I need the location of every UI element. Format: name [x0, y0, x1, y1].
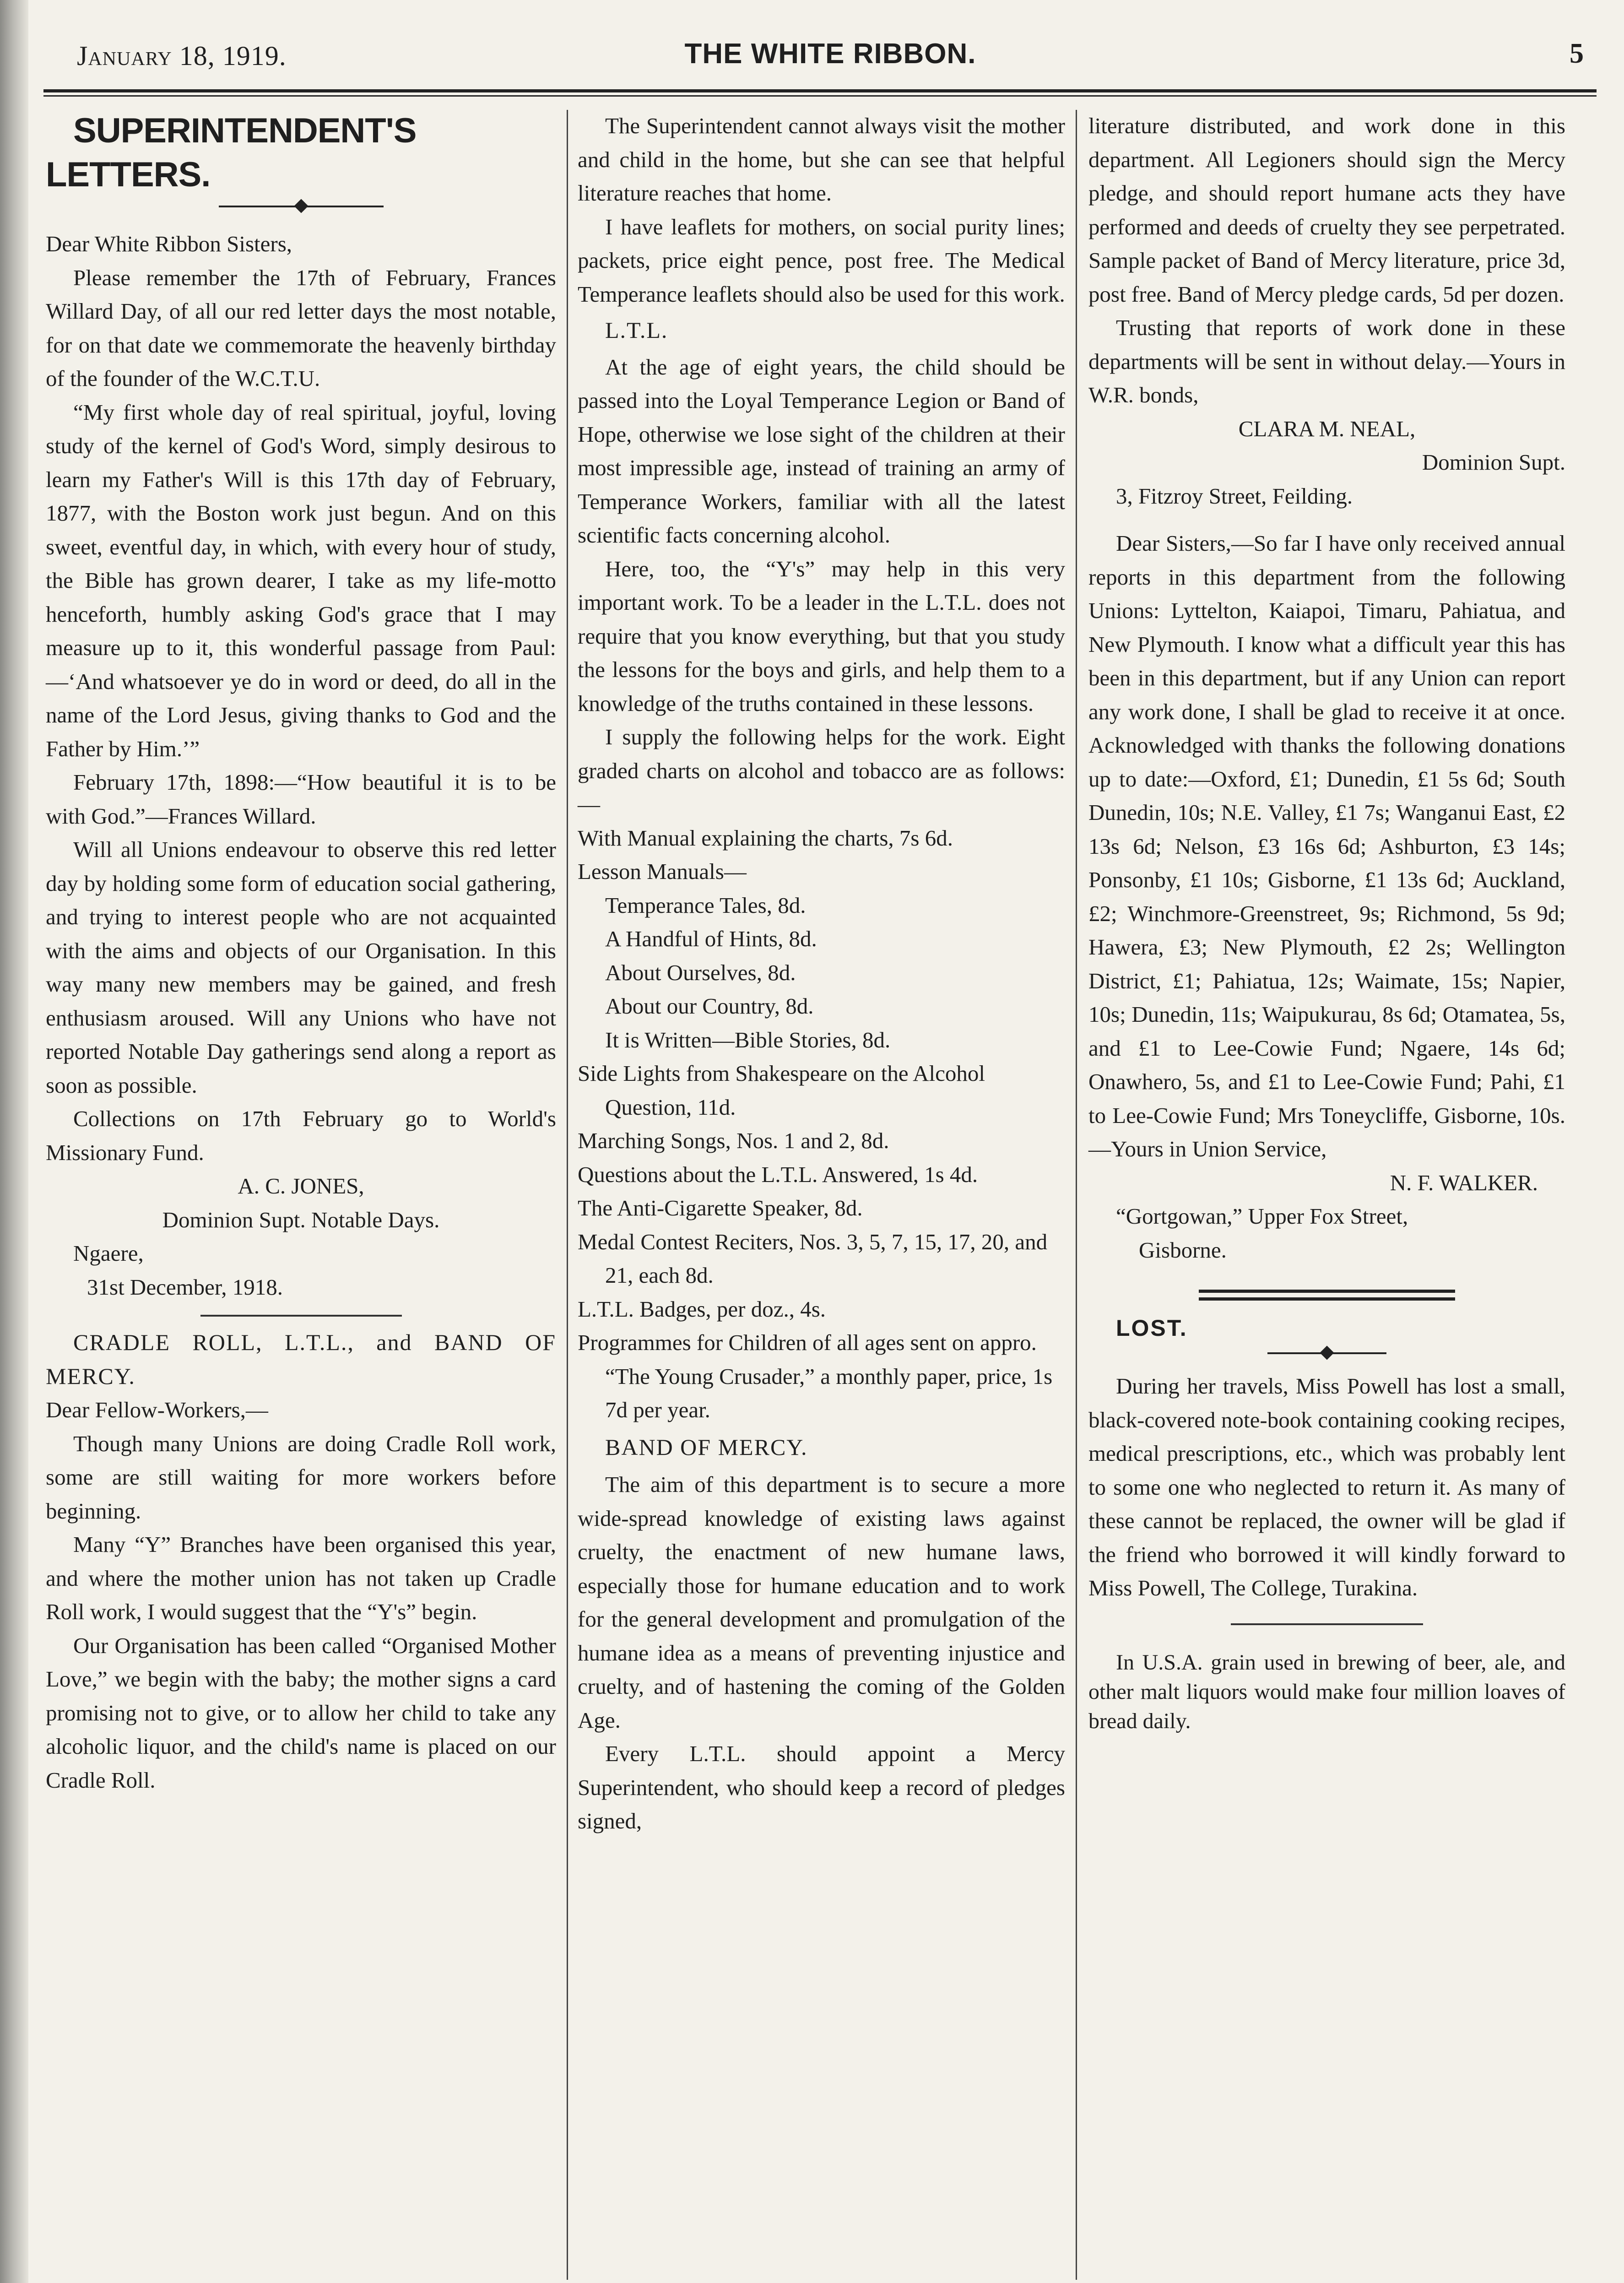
- salutation: Dear White Ribbon Sisters,: [46, 231, 292, 256]
- section-rule: [1231, 1623, 1423, 1625]
- salutation: Dear Fellow-Workers,—: [46, 1397, 268, 1422]
- newspaper-title: THE WHITE RIBBON.: [684, 38, 976, 70]
- ltl-heading: L.T.L.: [605, 317, 668, 343]
- heading-ornament: [219, 200, 384, 213]
- lost-heading: LOST.: [1116, 1315, 1188, 1341]
- page-number: 5: [1570, 38, 1584, 69]
- issue-date: January 18, 1919.: [77, 41, 287, 71]
- list-item: Medal Contest Reciters, Nos. 3, 5, 7, 15, 17, 20, and 21, each 8d.: [578, 1229, 1048, 1288]
- willard-quote: “My first whole day of real spiritual, joyful, loving study of the kernel of God's Word, simply desirous to learn my Father's Will is this 17th day of February, 1877, with the Boston work just begun. And on this sweet, eventful day, in which, with every hour of study, the Bible has grown dearer, I take as my life-motto henceforth, humbly asking God's grace that I may measure up to it, this wonderful passage from Paul:—‘And whatsoever ye do in word or deed, do all in the name of the Lord Jesus, giving thanks to God and the Father by Him.’”: [46, 399, 556, 761]
- list-item: Side Lights from Shakespeare on the Alcohol Question, 11d.: [578, 1061, 985, 1120]
- heading-ornament: [1267, 1346, 1386, 1360]
- list-item: About Ourselves, 8d.: [605, 960, 796, 985]
- list-item: With Manual explaining the charts, 7s 6d.: [578, 825, 953, 851]
- superintendents-letters-heading: SUPERINTENDENT'S LETTERS.: [46, 111, 417, 194]
- list-item: About our Country, 8d.: [605, 993, 814, 1019]
- list-item: Questions about the L.T.L. Answered, 1s 4d.: [578, 1161, 978, 1187]
- paragraph: I supply the following helps for the work. Eight graded charts on alcohol and tobacco are as follows:—: [578, 724, 1065, 817]
- band-of-mercy-heading: BAND OF MERCY.: [605, 1434, 808, 1460]
- signature-address: “Gortgowan,” Upper Fox Street,: [1116, 1204, 1408, 1229]
- paragraph: Though many Unions are doing Cradle Roll work, some are still waiting for more workers before beginning.: [46, 1431, 556, 1524]
- spacer: [1088, 513, 1565, 526]
- column-3: [1088, 109, 1565, 1736]
- paragraph: At the age of eight years, the child should be passed into the Loyal Temperance Legion or Band of Hope, otherwise we lose sight of the children at their most impressible age, instead of training an army of Temperance Workers, familiar with all the latest scientific facts concerning alcohol.: [578, 354, 1065, 548]
- list-item: L.T.L. Badges, per doz., 4s.: [578, 1296, 826, 1322]
- paragraph: Trusting that reports of work done in these departments will be sent in without delay.—Yours in W.R. bonds,: [1088, 315, 1565, 407]
- column-divider-2: [1076, 110, 1077, 2280]
- signature-date: 31st December, 1918.: [87, 1274, 283, 1300]
- lost-notice: During her travels, Miss Powell has lost a small, black-covered note-book containing cooking recipes, medical prescriptions, etc., which was probably lent to some one who neglected to return it. As many of these cannot be replaced, the owner will be glad if the friend who borrowed it will kindly forward to Miss Powell, The College, Turakina.: [1088, 1373, 1565, 1600]
- paragraph: Many “Y” Branches have been organised this year, and where the mother union has not taken up Cradle Roll work, I would suggest that the “Y's” begin.: [46, 1532, 556, 1624]
- paragraph: February 17th, 1898:—“How beautiful it is to be with God.”—Frances Willard.: [46, 770, 556, 829]
- paragraph: Will all Unions endeavour to observe this red letter day by holding some form of education social gathering, and trying to interest people who are not acquainted with the aims and objects of our Organisation. In this way many new members may be gained, and fresh enthusiasm aroused. Will any Unions who have not reported Notable Day gatherings send along a report as soon as possible.: [46, 837, 556, 1098]
- signature-name: CLARA M. NEAL,: [1238, 416, 1416, 441]
- column-1: [46, 109, 556, 1797]
- scan-edge-shadow: [0, 0, 28, 2283]
- list-item: A Handful of Hints, 8d.: [605, 926, 817, 951]
- signature-place: Ngaere,: [73, 1241, 144, 1266]
- page-header: [77, 32, 1584, 78]
- paragraph: Collections on 17th February go to World's Missionary Fund.: [46, 1106, 556, 1165]
- section-double-rule: [1199, 1290, 1455, 1301]
- paragraph: Every L.T.L. should appoint a Mercy Superintendent, who should keep a record of pledges signed,: [578, 1741, 1065, 1833]
- grain-note: In U.S.A. grain used in brewing of beer, ale, and other malt liquors would make four million loaves of bread daily.: [1088, 1650, 1565, 1733]
- signature-name: N. F. WALKER.: [1390, 1170, 1538, 1195]
- paragraph: Please remember the 17th of February, Frances Willard Day, of all our red letter days the most notable, for on that date we commemorate the heavenly birthday of the founder of the W.C.T.U.: [46, 265, 556, 391]
- signature-place: Gisborne.: [1139, 1237, 1227, 1263]
- section-rule: [200, 1315, 402, 1317]
- signature-title: Dominion Supt. Notable Days.: [162, 1207, 440, 1232]
- paragraph: The Superintendent cannot always visit the mother and child in the home, but she can see that helpful literature reaches that home.: [578, 113, 1065, 206]
- cradle-roll-heading: CRADLE ROLL, L.T.L., and BAND OF MERCY.: [46, 1329, 556, 1389]
- column-divider-1: [567, 110, 568, 2280]
- list-item: The Anti-Cigarette Speaker, 8d.: [578, 1195, 863, 1220]
- list-item: Lesson Manuals—: [578, 859, 747, 884]
- paragraph: The aim of this department is to secure a more wide-spread knowledge of existing laws against cruelty, the enactment of new humane laws, especially those for humane education and to work for the general development and promulgation of the humane idea as a means of preventing injustice and cruelty, and of hastening the coming of the Golden Age.: [578, 1472, 1065, 1733]
- list-item: It is Written—Bible Stories, 8d.: [605, 1027, 891, 1052]
- column-2: [578, 109, 1065, 1838]
- paragraph: Here, too, the “Y's” may help in this very important work. To be a leader in the L.T.L. does not require that you know everything, but that you study the lessons for the boys and girls, and help them to a knowledge of the truths contained in these lessons.: [578, 556, 1065, 716]
- header-rule: [43, 89, 1597, 97]
- list-item: Temperance Tales, 8d.: [605, 892, 806, 918]
- signature-address: 3, Fitzroy Street, Feilding.: [1116, 483, 1353, 509]
- paragraph: I have leaflets for mothers, on social purity lines; packets, price eight pence, post free. The Medical Temperance leaflets should also be used for this work.: [578, 214, 1065, 307]
- signature-name: A. C. JONES,: [238, 1173, 364, 1198]
- list-item: Marching Songs, Nos. 1 and 2, 8d.: [578, 1128, 889, 1153]
- signature-title: Dominion Supt.: [1422, 450, 1565, 475]
- paragraph: Dear Sisters,—So far I have only received annual reports in this department from the following Unions: Lyttelton, Kaiapoi, Timaru, Pahiatua, and New Plymouth. I know what a difficult year this has been in this department, but if any Union can report any work done, I shall be glad to receive it at once. Acknowledged with thanks the following donations up to date:—Oxford, £1; Dunedin, £1 5s 6d; South Dunedin, 10s; N.E. Valley, £1 7s; Wanganui East, £2 13s 6d; Nelson, £3 16s 6d; Ashburton, £3 14s; Ponsonby, £1 10s; Gisborne, £1 13s 6d; Auckland, £2; Winchmore-Greenstreet, 9s; Richmond, 5s 9d; Hawera, £3; New Plymouth, £2 2s; Wellington District, £1; Pahiatua, 12s; Waimate, 15s; Napier, 10s; Dunedin, 11s; Waipukurau, 8s 6d; Otamatea, 5s, and £1 to Lee-Cowie Fund; Ngaere, 14s 6d; Onawhero, 5s, and £1 to Lee-Cowie Fund; Pahi, £1 to Lee-Cowie Fund; Mrs Toneycliffe, Gisborne, 10s.—Yours in Union Service,: [1088, 531, 1565, 1161]
- list-item: Programmes for Children of all ages sent on appro. “The Young Crusader,” a monthly paper, price, 1s 7d per year.: [578, 1330, 1053, 1422]
- paragraph: Our Organisation has been called “Organised Mother Love,” we begin with the baby; the mother signs a card promising not to give, or to allow her child to take any alcoholic liquor, and the child's name is placed on our Cradle Roll.: [46, 1632, 556, 1793]
- paragraph: literature distributed, and work done in this department. All Legioners should sign the Mercy pledge, and should report humane acts they have performed and deeds of cruelty they see perpetrated. Sample packet of Band of Mercy literature, price 3d, post free. Band of Mercy pledge cards, 5d per dozen.: [1088, 113, 1565, 307]
